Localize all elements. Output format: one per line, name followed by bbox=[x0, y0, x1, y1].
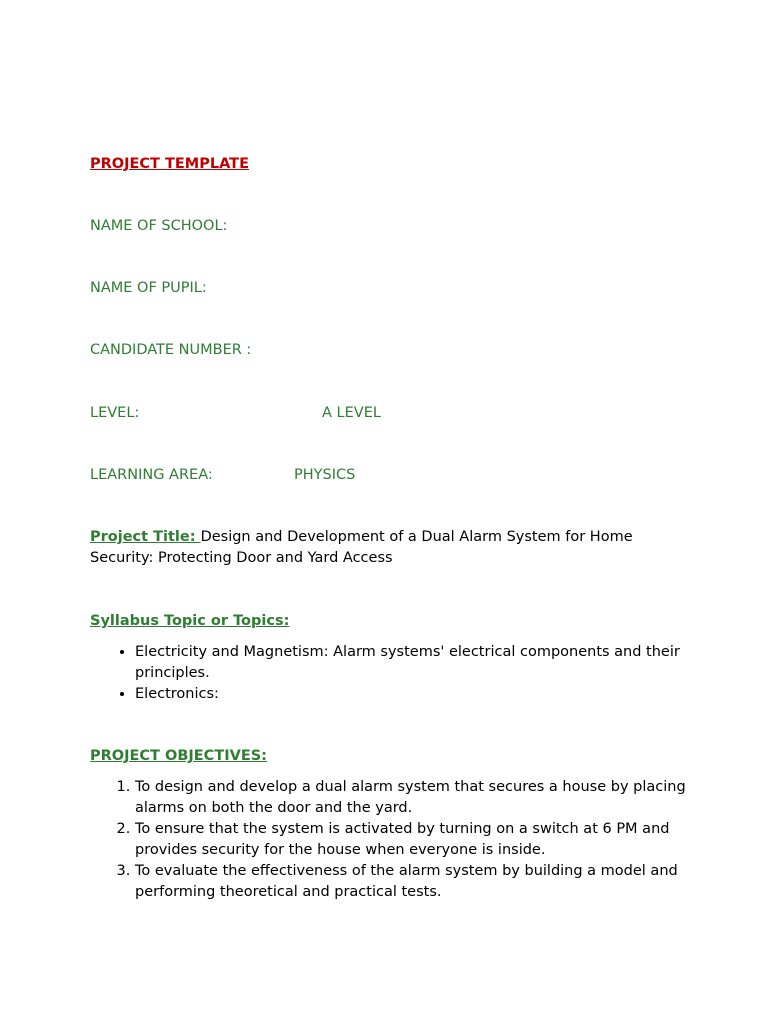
project-title-text: Design and Development of a Dual Alarm System for Home Security: Protecting Door and Yard Access bbox=[90, 529, 633, 566]
document-title: PROJECT TEMPLATE bbox=[90, 156, 249, 172]
level-value: A LEVEL bbox=[322, 405, 381, 421]
school-name-label: NAME OF SCHOOL: bbox=[90, 218, 228, 234]
pupil-name-label: NAME OF PUPIL: bbox=[90, 280, 207, 296]
project-title-paragraph bbox=[90, 527, 670, 569]
learning-area-value: PHYSICS bbox=[294, 467, 356, 483]
learning-area-label: LEARNING AREA: bbox=[90, 467, 213, 483]
list-item: • Electricity and Magnetism: Alarm systems' electrical components and their principles. bbox=[135, 642, 720, 684]
objectives-heading: PROJECT OBJECTIVES: bbox=[90, 748, 267, 764]
level-label: LEVEL: bbox=[90, 405, 140, 421]
candidate-number-label: CANDIDATE NUMBER : bbox=[90, 342, 252, 358]
project-title-label: Project Title: bbox=[90, 529, 201, 545]
list-item: • Electronics: bbox=[135, 684, 720, 705]
syllabus-list bbox=[90, 642, 720, 705]
list-item: 2. To ensure that the system is activated by turning on a switch at 6 PM and provides security for the house when everyone is inside. bbox=[135, 819, 720, 861]
objectives-list bbox=[90, 777, 720, 903]
syllabus-heading: Syllabus Topic or Topics: bbox=[90, 613, 290, 629]
list-item: 3. To evaluate the effectiveness of the alarm system by building a model and performing theoretical and practical tests. bbox=[135, 861, 720, 903]
list-item: 1. To design and develop a dual alarm system that secures a house by placing alarms on both the door and the yard. bbox=[135, 777, 720, 819]
